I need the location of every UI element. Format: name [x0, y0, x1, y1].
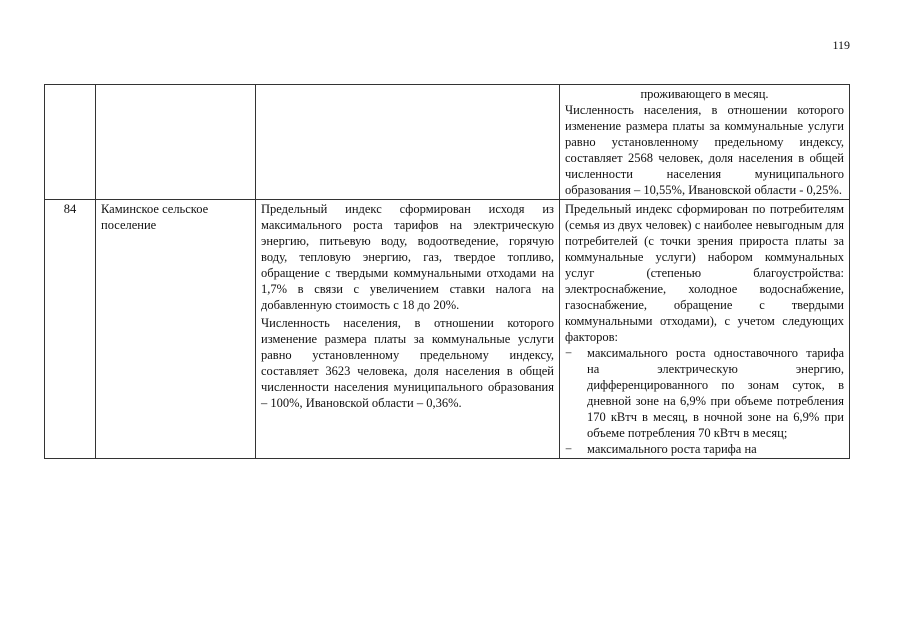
table-row-84 [45, 200, 850, 459]
cell-municipality-empty [96, 85, 256, 200]
index-intro-paragraph: Предельный индекс сформирован по потребителям (семья из двух человек) с наиболее невыгодным для потребителей (с точки зрения прироста платы за коммунальные услуги) набором коммунальных услуг (степенью благоустройства: электроснабжение, холодное водоснабжение, газоснабжение, обращение с твердыми коммунальными отходами), с учетом следующих факторов: [565, 202, 844, 344]
cell-description-continued [560, 85, 850, 200]
municipality-name: Каминское сельское поселение [96, 200, 256, 459]
factor-item: − максимального роста тарифа на [565, 441, 844, 457]
tariff-index-table [44, 84, 850, 459]
table-row-continuation [45, 85, 850, 200]
cell-index-empty [256, 85, 560, 200]
factor-item: − максимального роста одноставочного тарифа на электрическую энергию, дифференцированного по зонам суток, в дневной зоне на 6,9% при объеме потребления 170 кВтч в месяц, в ночной зоне на 6,9% при объеме потребления 70 кВтч в месяц; [565, 345, 844, 441]
index-basis-paragraph: Предельный индекс сформирован исходя из максимального роста тарифов на электрическую энергию, питьевую воду, водоотведение, горячую воду, тепловую энергию, газ, твердое топливо, обращение с твердыми коммунальными отходами на 1,7% в связи с увеличением ставки налога на добавленную стоимость с 18 до 20%. [261, 202, 554, 312]
population-paragraph: Численность населения, в отношении которого изменение размера платы за коммунальные услуги равно установленному предельному индексу, составляет 2568 человек, доля населения в общей численности населения муниципального образования – 10,55%, Ивановской области - 0,25%. [565, 103, 844, 197]
population-paragraph: Численность населения, в отношении которого изменение размера платы за коммунальные услуги равно установленному предельному индексу, составляет 3623 человека, доля населения в общей численности населения муниципального образования – 100%, Ивановской области – 0,36%. [261, 316, 554, 410]
cell-index-description [560, 200, 850, 459]
factors-list [565, 345, 844, 457]
cell-number-empty [45, 85, 96, 200]
row-number: 84 [45, 200, 96, 459]
page-number: 119 [832, 38, 850, 52]
continued-line: проживающего в месяц. [640, 87, 769, 101]
cell-index-basis [256, 200, 560, 459]
